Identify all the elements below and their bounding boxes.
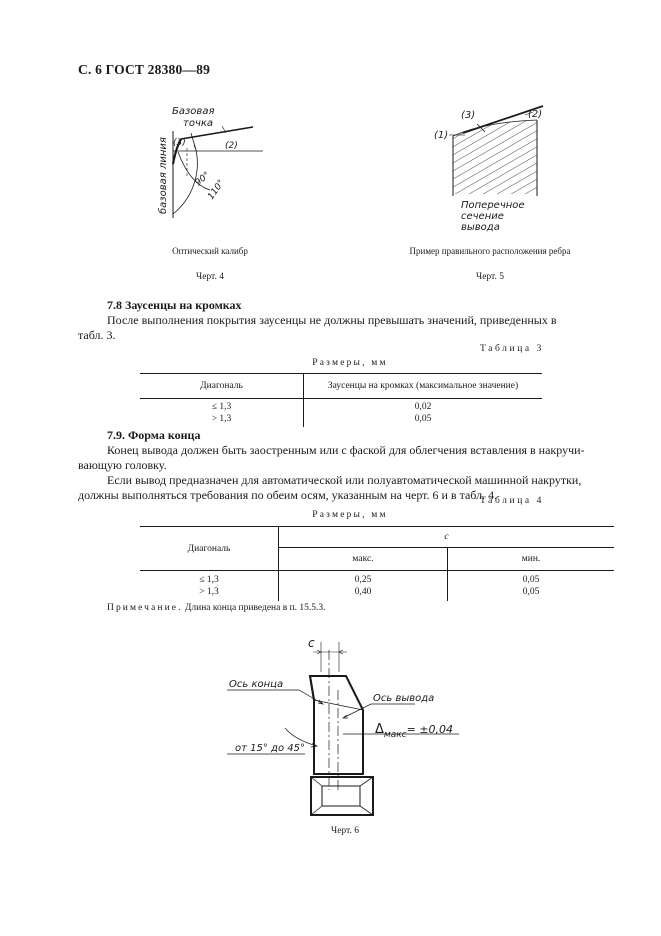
note-text: Длина конца приведена в п. 15.5.3.: [182, 603, 326, 613]
table-3-row2-diagonal: > 1,3: [140, 413, 304, 427]
fig4-angle-110: 110°: [206, 178, 227, 202]
fig6-pin-axis-label: Ось вывода: [373, 693, 435, 704]
page-header: С. 6 ГОСТ 28380—89: [78, 62, 211, 77]
fig6-delta-sub: макс: [383, 730, 407, 740]
table-3-header-burrs: Заусенцы на кромках (максимальное значение): [304, 374, 543, 399]
table-3-header-diagonal: Диагональ: [140, 374, 304, 399]
table-3-row1-diagonal: ≤ 1,3: [140, 399, 304, 414]
note-prefix: Примечание.: [107, 603, 183, 613]
figure-4-label: Черт. 4: [196, 272, 224, 282]
table-4-row1-diagonal: ≤ 1,3: [140, 571, 279, 587]
table-4-row2-min: 0,05: [522, 587, 540, 597]
fig6-end-axis-label: Ось конца: [229, 679, 284, 690]
fig4-label-3: (3): [173, 138, 186, 148]
table-4-header-c: c: [279, 527, 615, 548]
figure-6-pin-end: [225, 630, 465, 826]
fig4-label-2: (2): [225, 141, 238, 151]
fig5-cross-section-line3: вывода: [461, 222, 500, 233]
table-4-header-diagonal: Диагональ: [140, 527, 279, 571]
section-7-8-title: 7.8 Заусенцы на кромках: [107, 298, 242, 312]
section-7-9-p1-line1: Конец вывода должен быть заостренным или с фаской для облегчения вставления в накручи-: [107, 443, 585, 457]
fig4-base-line-label: базовая линия: [158, 137, 169, 214]
fig6-delta-symbol: Δ: [375, 722, 384, 737]
fig5-label-1: (1): [434, 130, 449, 141]
figure-4-caption: Оптический калибр: [172, 246, 248, 256]
fig5-label-2: (2): [528, 109, 543, 120]
fig6-delta-value: = ±0,04: [406, 723, 454, 736]
fig4-angle-90: 90°: [193, 170, 213, 189]
table-4-label: Таблица 4: [480, 496, 545, 506]
table-4-row2-diagonal: > 1,3: [140, 586, 279, 601]
fig6-c-label: c: [308, 636, 315, 650]
fig5-cross-section-line2: сечение: [461, 211, 504, 222]
section-7-9-p1-line2: вающую головку.: [78, 458, 167, 472]
section-7-9-title: 7.9. Форма конца: [107, 428, 201, 442]
figure-5-caption: Пример правильного расположения ребра: [409, 246, 571, 256]
table-3-row2-value: 0,05: [414, 414, 432, 424]
table-3-row1-value: 0,02: [414, 402, 432, 412]
table-3: [140, 373, 542, 427]
section-7-9-p2-line2: должны выполняться требования по обеим осям, указанным на черт. 6 и в табл. 4.: [78, 488, 498, 502]
figure-5-label: Черт. 5: [476, 272, 504, 282]
figure-5-edge-example: [425, 98, 550, 236]
table-4-row1-max: 0,25: [279, 571, 448, 587]
fig5-cross-section-line1: Поперечное: [461, 200, 525, 211]
table-4-sizes: Размеры, мм: [312, 510, 388, 520]
section-7-9-text: [78, 443, 586, 503]
section-7-8-line2: табл. 3.: [78, 328, 116, 342]
section-7-9-p2-line1: Если вывод предназначен для автоматической или полуавтоматической машинной накрутки,: [107, 473, 582, 487]
fig5-label-3: (3): [461, 110, 476, 121]
table-4-note: [107, 603, 326, 613]
section-7-8-text: [78, 313, 586, 343]
table-4: [140, 526, 614, 601]
table-4-row2-max: 0,40: [279, 586, 448, 601]
table-4-row1-min: 0,05: [522, 575, 540, 585]
fig4-base-point-line2: точка: [183, 118, 214, 129]
table-3-label: Таблица 3: [480, 344, 545, 354]
figure-6-label: Черт. 6: [331, 826, 359, 836]
section-7-8-line1: После выполнения покрытия заусенцы не должны превышать значений, приведенных в: [107, 313, 557, 327]
figure-4-optical-gauge: [150, 96, 275, 231]
svg-text:Δмакс= ±0,04: [375, 722, 453, 740]
fig4-base-point-line1: Базовая: [172, 106, 215, 117]
table-4-header-min: мин.: [448, 548, 615, 571]
table-4-header-max: макс.: [279, 548, 448, 571]
table-3-sizes: Размеры, мм: [312, 358, 388, 368]
fig6-angle-range-label: от 15° до 45°: [235, 743, 305, 754]
